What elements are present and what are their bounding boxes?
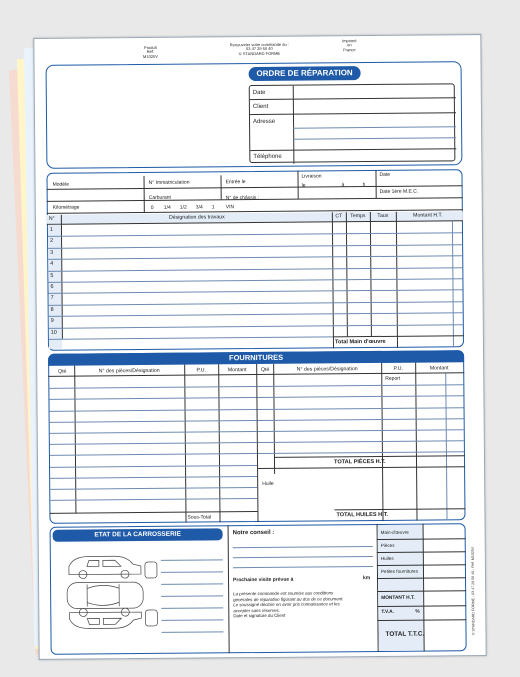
address-label: Adresse xyxy=(253,118,276,126)
travaux-row-number: 1 xyxy=(49,226,53,233)
total-main-oeuvre: Total Main d'œuvre xyxy=(334,338,386,346)
immat-label: N° Immatriculation xyxy=(148,179,190,186)
sous-total-label: Sous-Total xyxy=(187,514,212,521)
client-box xyxy=(249,83,456,163)
date-label: Date xyxy=(252,89,266,97)
product-ref: Produit Réf. M1025V xyxy=(142,44,158,59)
fuel-3-4: 3/4 xyxy=(195,204,203,211)
report-label: Report xyxy=(385,375,401,382)
modele-label: Modèle xyxy=(52,181,70,188)
montant-ht-label: MONTANT H.T. xyxy=(381,595,415,601)
total-main-oeuvre-row: Main-d'œuvre xyxy=(380,529,409,535)
livraison-le: le xyxy=(301,182,306,189)
travaux-rows xyxy=(34,35,480,39)
f-right-designation: N° des pièces/Désignation xyxy=(296,366,358,373)
f-right-pu: P.U. xyxy=(393,365,403,372)
client-label: Client xyxy=(252,103,269,111)
km-label: km xyxy=(362,575,371,582)
col-designation: Désignation des travaux xyxy=(169,214,225,221)
travaux-row-number: 9 xyxy=(50,317,54,325)
side-copyright: © STANDARD FORME - 03 47 29 50 40 - Réf. M1025V xyxy=(470,546,476,636)
travaux-row-number: 6 xyxy=(50,283,54,290)
fournitures-title: FOURNITURES xyxy=(48,350,464,366)
total-huiles: TOTAL HUILES H.T. xyxy=(336,511,389,519)
repair-order-form xyxy=(33,34,486,660)
car-diagram-icon xyxy=(59,548,160,647)
conditions-text: La présente commande est soumise aux conditions générales de réparation figurant au dos de ce document. Le soussigné déclare en avoir pris connaissance et les accepter sans réserves. Date et signature du Client xyxy=(233,590,344,619)
col-temps: Temps xyxy=(350,213,366,220)
kilometrage-label: Kilométrage xyxy=(52,204,80,211)
total-pieces: TOTAL PIÈCES H.T. xyxy=(333,458,386,466)
entree-label: Entrée le xyxy=(225,179,246,186)
fuel-0: 0 xyxy=(150,204,154,211)
f-right-montant: Montant xyxy=(429,365,449,372)
ordre-title: ORDRE DE RÉPARATION xyxy=(249,66,361,81)
col-num: N° xyxy=(48,215,55,222)
f-left-pu: P.U. xyxy=(196,367,206,374)
huile-label: Huile xyxy=(262,480,274,487)
vin-label: VIN xyxy=(225,204,235,211)
phone-label: Téléphone xyxy=(253,153,282,161)
tva-percent: % xyxy=(415,609,420,615)
reorder-info: Renouveler votre commande au : 03 47 29 50 40 © STANDARD FORME xyxy=(229,41,289,56)
travaux-row-number: 2 xyxy=(50,238,54,245)
fuel-1-2: 1/2 xyxy=(179,204,187,211)
col-ct: CT xyxy=(335,213,343,220)
travaux-row-number: 10 xyxy=(50,329,57,336)
travaux-row-number: 8 xyxy=(50,306,54,313)
petites-fournitures-row: Petites fournitures xyxy=(380,568,419,574)
travaux-row-number: 7 xyxy=(50,295,54,302)
fuel-1-4: 1/4 xyxy=(163,204,171,211)
fuel-1: 1 xyxy=(211,204,215,211)
carrosserie-title: ETAT DE LA CARROSSERIE xyxy=(53,528,223,541)
carburant-label: Carburant xyxy=(148,194,171,201)
f-left-qte: Qté xyxy=(57,368,67,375)
fournitures-rows xyxy=(34,35,480,39)
total-pieces-row: Pièces xyxy=(380,542,395,548)
prochaine-visite: Prochaine visite prévue à xyxy=(233,576,294,584)
tva-label: T.V.A. xyxy=(381,609,394,615)
f-left-montant: Montant xyxy=(227,367,247,374)
chassis-label: N° de châssis : xyxy=(225,195,260,202)
livraison-h: h xyxy=(362,182,366,189)
date-mec-label: Date 1ère M.E.C. xyxy=(379,188,419,195)
conseil-title: Notre conseil : xyxy=(232,529,275,537)
f-right-qte: Qté xyxy=(260,366,270,373)
livraison-label: Livraison xyxy=(301,173,322,180)
f-left-designation: N° des pièces/Désignation xyxy=(98,367,160,375)
total-huiles-row: Huiles xyxy=(380,555,394,561)
travaux-row-number: 4 xyxy=(50,260,54,268)
col-montant: Montant H.T. xyxy=(413,212,443,219)
livraison-a: à xyxy=(341,182,345,189)
date-vehicle-label: Date xyxy=(379,171,391,178)
travaux-row-number: 5 xyxy=(50,272,54,279)
printed-in: Imprimé en France xyxy=(342,38,357,53)
travaux-row-number: 3 xyxy=(50,249,54,256)
col-taux: Taux xyxy=(377,212,389,219)
total-ttc-label: TOTAL T.T.C. xyxy=(385,630,425,638)
